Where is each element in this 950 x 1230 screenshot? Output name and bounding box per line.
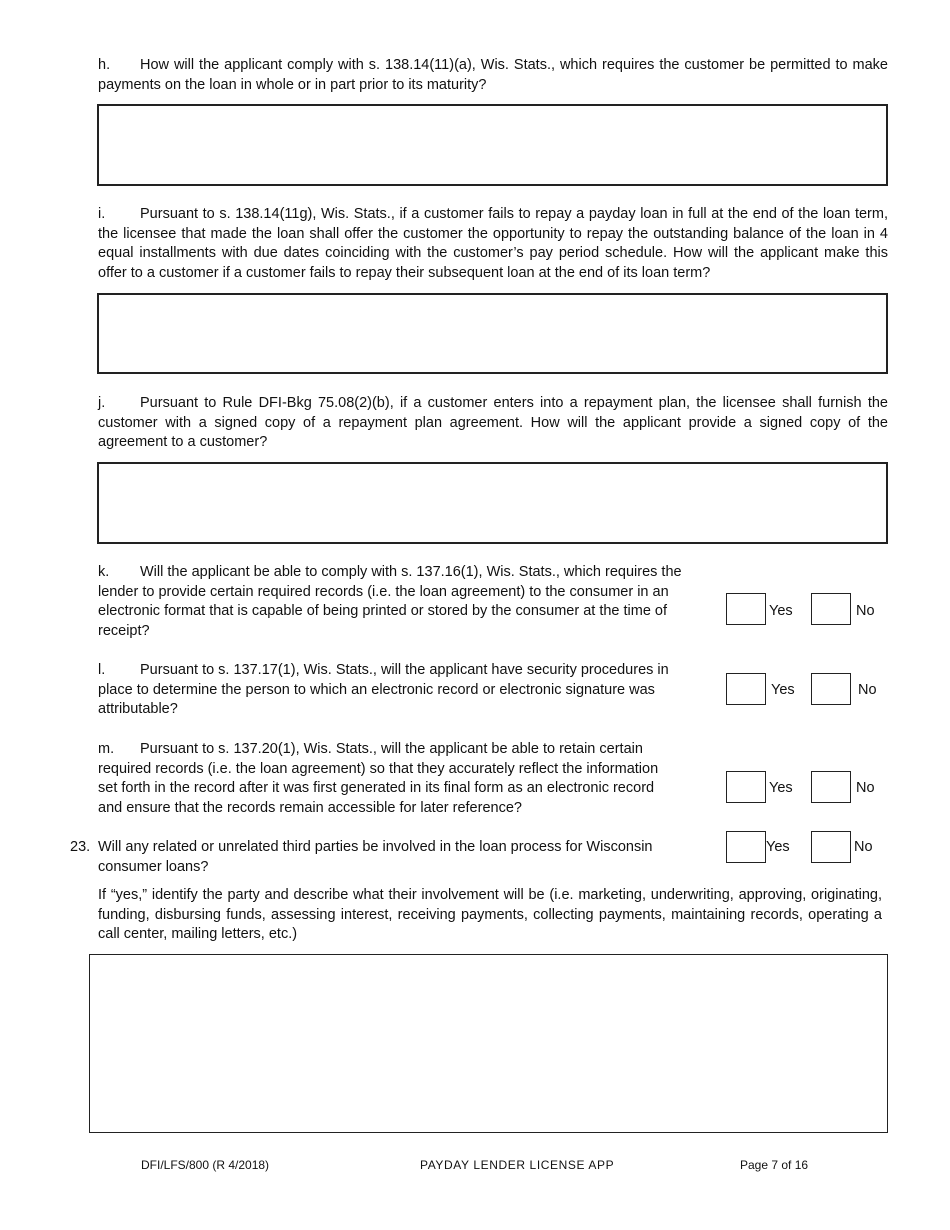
- question-23-followup: If “yes,” identify the party and describe what their involvement will be (i.e. marketing, underwriting, approving, originating, funding, disbursing funds, assessing interest, receiving payments, collecting payments, maintaining records, operating a call center, mailing letters, etc.): [98, 887, 882, 942]
- question-l-yes-checkbox[interactable]: [726, 673, 766, 705]
- answer-box-j[interactable]: [97, 462, 888, 544]
- footer-page-number: Page 7 of 16: [740, 1158, 809, 1172]
- question-k-no-label: No: [856, 603, 875, 619]
- question-l: [98, 661, 678, 720]
- question-m-text: Pursuant to s. 137.20(1), Wis. Stats., will the applicant be able to retain certain required records (i.e. the loan agreement) so that they accurately reflect the information set forth in the record after it was first generated in its final form as an electronic record and ensure that the records remain accessible for later reference?: [98, 741, 659, 816]
- question-i-label: i.: [98, 206, 106, 222]
- question-k-no-checkbox[interactable]: [811, 593, 851, 625]
- question-23-yes-checkbox[interactable]: [726, 831, 766, 863]
- question-k-yes-label: Yes: [769, 603, 793, 619]
- question-k-yes-checkbox[interactable]: [726, 593, 766, 625]
- question-k-label: k.: [98, 564, 110, 580]
- question-i-text: Pursuant to s. 138.14(11g), Wis. Stats., if a customer fails to repay a payday loan in full at the end of the loan term, the licensee that made the loan shall offer the customer the opportunity to repay the outstanding balance of the loan in 4 equal installments with due dates coinciding with the customer’s pay period schedule. How will the applicant make this offer to a customer if a customer fails to repay their subsequent loan at the end of its loan term?: [98, 206, 888, 281]
- question-l-yes-label: Yes: [771, 682, 795, 698]
- question-l-no-checkbox[interactable]: [811, 673, 851, 705]
- question-h-label: h.: [98, 57, 111, 73]
- footer-title: PAYDAY LENDER LICENSE APP: [420, 1158, 615, 1172]
- question-l-no-label: No: [858, 682, 877, 698]
- question-23-yes-label: Yes: [766, 839, 790, 855]
- question-23-no-label: No: [854, 839, 873, 855]
- question-k-text: Will the applicant be able to comply with s. 137.16(1), Wis. Stats., which requires the lender to provide certain required records (i.e. the loan agreement) to the consumer in an electronic format that is capable of being printed or stored by the consumer at the time of receipt?: [98, 564, 682, 639]
- answer-box-i[interactable]: [97, 293, 888, 374]
- question-23-text: Will any related or unrelated third parties be involved in the loan process for Wisconsin consumer loans?: [98, 839, 653, 875]
- question-h: [98, 56, 888, 95]
- question-l-label: l.: [98, 662, 106, 678]
- question-l-text: Pursuant to s. 137.17(1), Wis. Stats., will the applicant have security procedures in place to determine the person to which an electronic record or electronic signature was attributable?: [98, 662, 669, 717]
- question-m-no-label: No: [856, 780, 875, 796]
- question-j: [98, 394, 888, 453]
- question-j-text: Pursuant to Rule DFI-Bkg 75.08(2)(b), if a customer enters into a repayment plan, the licensee shall furnish the customer with a signed copy of a repayment plan agreement. How will the applicant provide a signed copy of the agreement to a customer?: [98, 395, 888, 450]
- question-23-number: 23.: [70, 839, 91, 855]
- question-m-label: m.: [98, 741, 115, 757]
- answer-box-h[interactable]: [97, 104, 888, 186]
- question-k: [98, 563, 688, 641]
- question-i: [98, 205, 888, 283]
- question-j-label: j.: [98, 395, 106, 411]
- question-m-yes-checkbox[interactable]: [726, 771, 766, 803]
- answer-box-23[interactable]: [89, 954, 888, 1133]
- footer-form-id: DFI/LFS/800 (R 4/2018): [141, 1158, 270, 1172]
- question-m: [98, 740, 678, 818]
- question-m-yes-label: Yes: [769, 780, 793, 796]
- question-23-no-checkbox[interactable]: [811, 831, 851, 863]
- question-h-text: How will the applicant comply with s. 138.14(11)(a), Wis. Stats., which requires the customer be permitted to make payments on the loan in whole or in part prior to its maturity?: [98, 57, 888, 93]
- question-m-no-checkbox[interactable]: [811, 771, 851, 803]
